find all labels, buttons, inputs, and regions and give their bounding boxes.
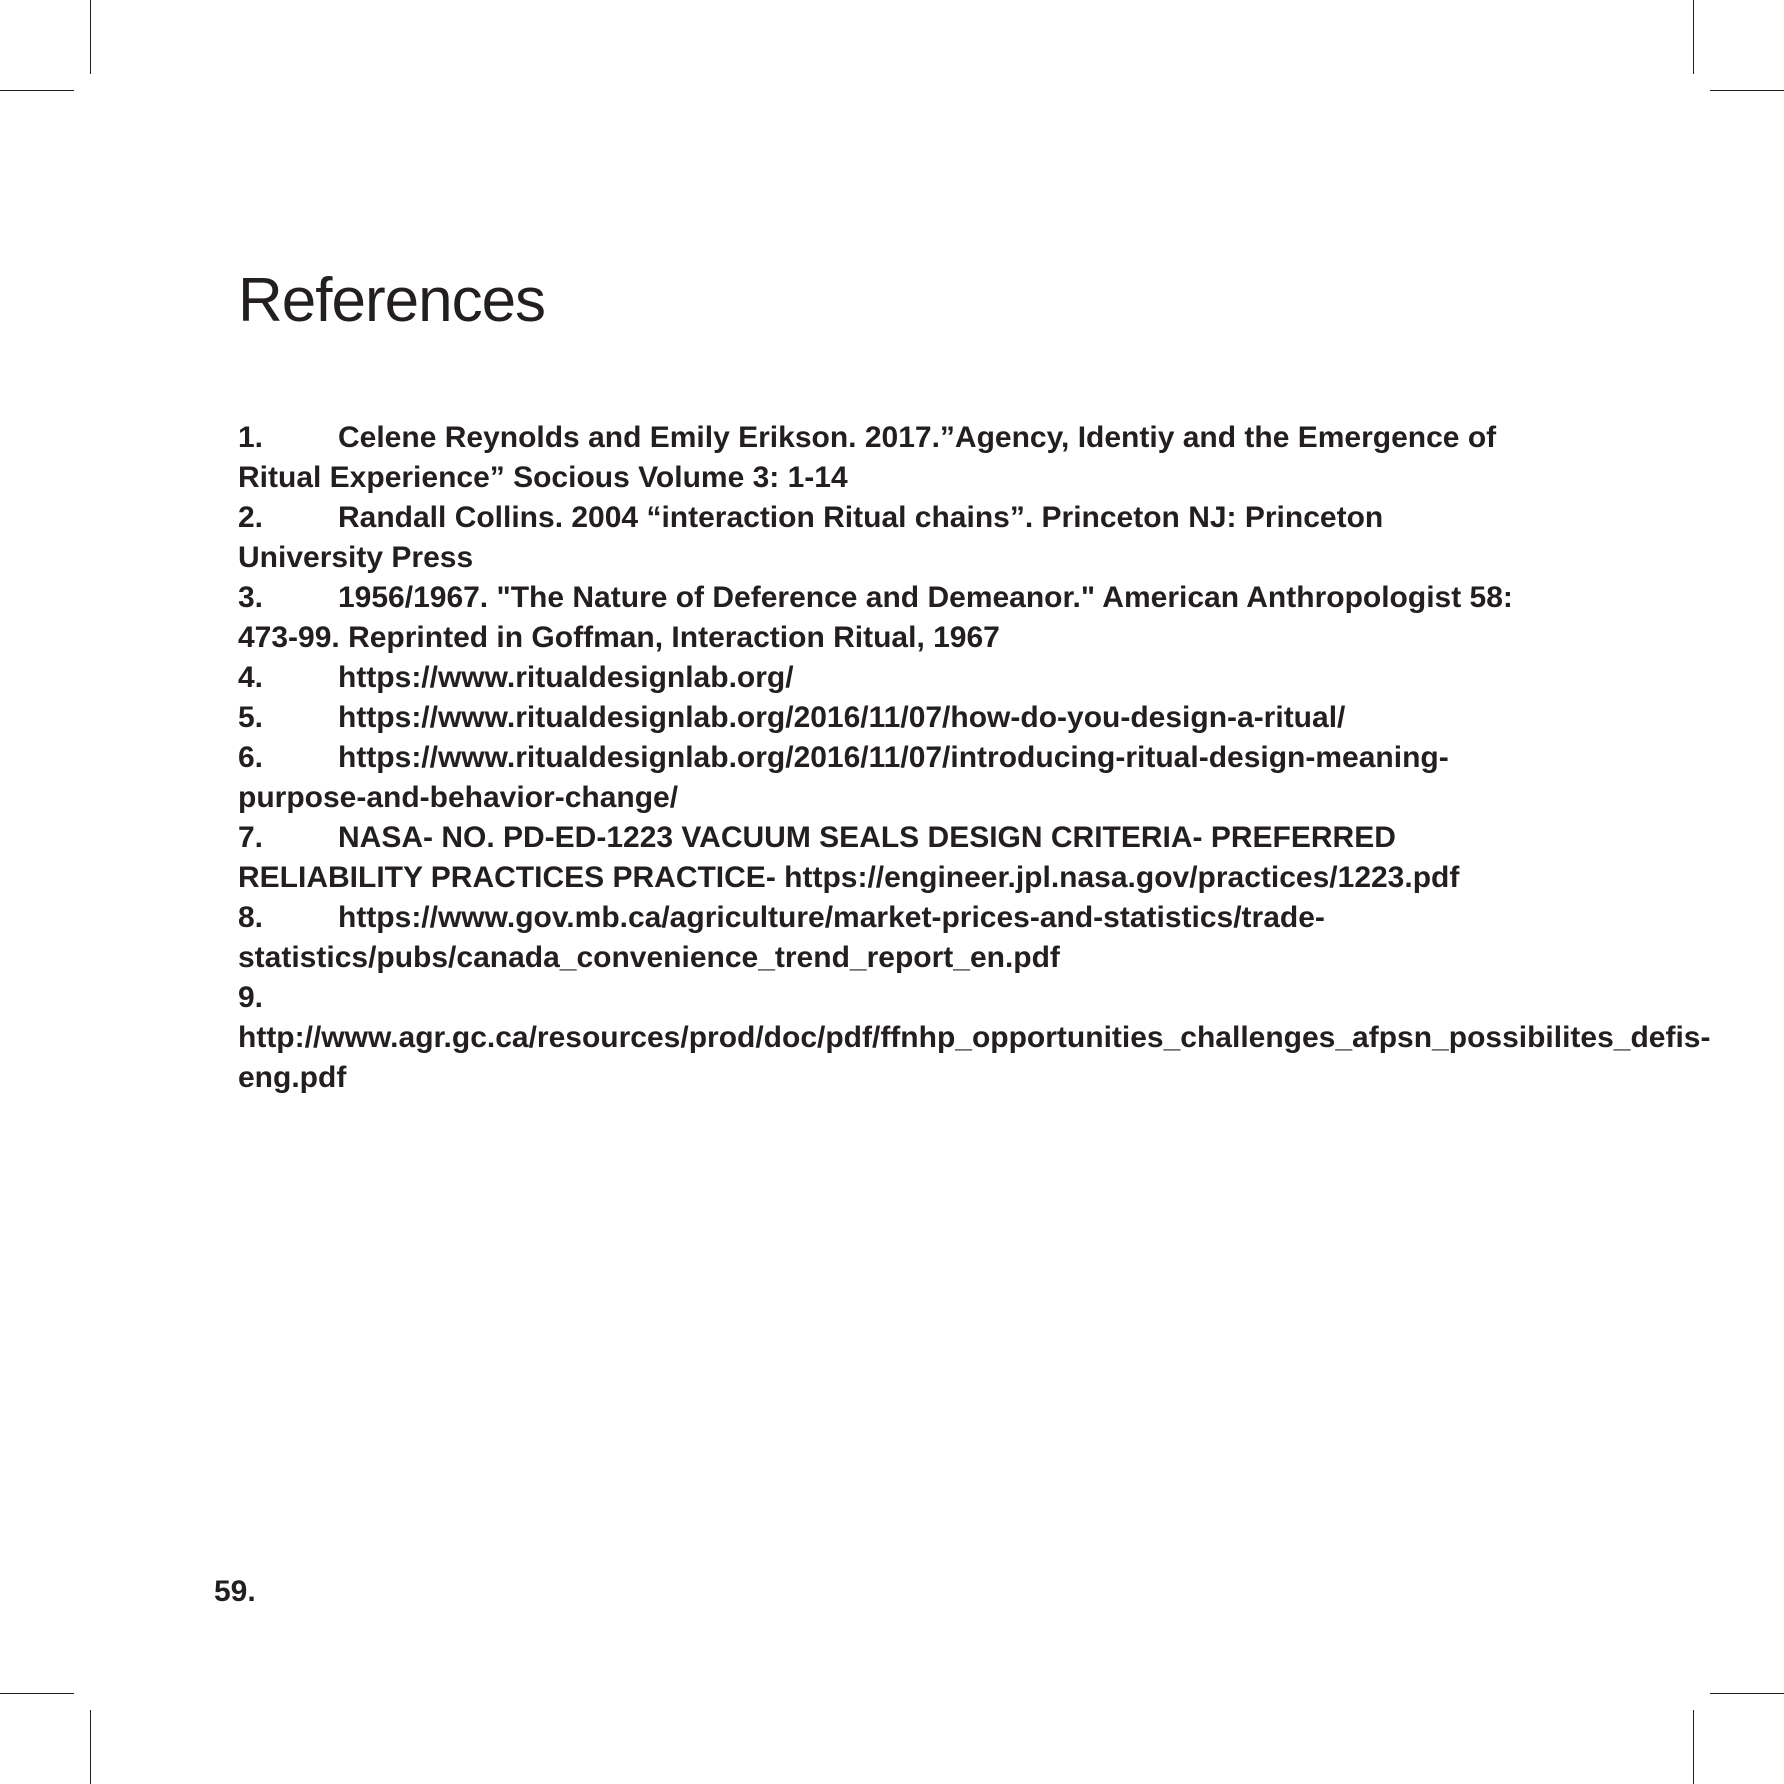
crop-mark-bottom-right-vertical xyxy=(1693,1710,1694,1784)
reference-item xyxy=(238,698,1528,738)
reference-number: 6. xyxy=(238,741,264,774)
reference-number: 8. xyxy=(238,901,264,934)
reference-item xyxy=(238,418,1528,498)
reference-text: https://www.gov.mb.ca/agriculture/market-prices-and-statistics/trade-statistics/pubs/canada_convenience_trend_report_en.pdf xyxy=(238,901,1325,974)
page-number: 59. xyxy=(214,1575,256,1608)
crop-mark-top-left-vertical xyxy=(90,0,91,74)
crop-mark-top-right-horizontal xyxy=(1710,90,1784,91)
reference-item xyxy=(238,578,1528,658)
reference-item xyxy=(238,738,1528,818)
reference-list xyxy=(238,418,1711,1098)
reference-item xyxy=(238,498,1528,578)
reference-item xyxy=(238,818,1528,898)
reference-number: 2. xyxy=(238,501,264,534)
reference-text: https://www.ritualdesignlab.org/ xyxy=(338,661,794,694)
reference-text: Randall Collins. 2004 “interaction Ritual chains”. Princeton NJ: Princeton University Press xyxy=(238,501,1384,574)
reference-text: http://www.agr.gc.ca/resources/prod/doc/pdf/ffnhp_opportunities_challenges_afpsn_possibilites_defis-eng.pdf xyxy=(238,1021,1711,1094)
reference-text: https://www.ritualdesignlab.org/2016/11/07/how-do-you-design-a-ritual/ xyxy=(338,701,1346,734)
reference-number: 5. xyxy=(238,701,264,734)
reference-item xyxy=(238,898,1528,978)
reference-text: NASA- NO. PD-ED-1223 VACUUM SEALS DESIGN CRITERIA- PREFERRED RELIABILITY PRACTICES PRACTICE- https://engineer.jpl.nasa.gov/practices/1223.pdf xyxy=(238,821,1460,894)
crop-mark-bottom-left-vertical xyxy=(90,1710,91,1784)
reference-number: 4. xyxy=(238,661,264,694)
reference-text: 1956/1967. "The Nature of Deference and Demeanor." American Anthropologist 58: 473-99. Reprinted in Goffman, Interaction Ritual, 1967 xyxy=(238,581,1513,654)
reference-number: 7. xyxy=(238,821,264,854)
crop-mark-top-left-horizontal xyxy=(0,90,74,91)
reference-number: 1. xyxy=(238,421,264,454)
crop-mark-bottom-right-horizontal xyxy=(1710,1693,1784,1694)
crop-mark-top-right-vertical xyxy=(1693,0,1694,74)
page-title: References xyxy=(238,266,546,335)
crop-mark-bottom-left-horizontal xyxy=(0,1693,74,1694)
reference-item xyxy=(238,978,1711,1098)
reference-text: Celene Reynolds and Emily Erikson. 2017.”Agency, Identiy and the Emergence of Ritual Experience” Socious Volume 3: 1-14 xyxy=(238,421,1497,494)
reference-item xyxy=(238,658,1528,698)
reference-text: https://www.ritualdesignlab.org/2016/11/07/introducing-ritual-design-meaning-purpose-and-behavior-change/ xyxy=(238,741,1449,814)
reference-number: 3. xyxy=(238,581,264,614)
reference-number: 9. xyxy=(238,981,264,1014)
